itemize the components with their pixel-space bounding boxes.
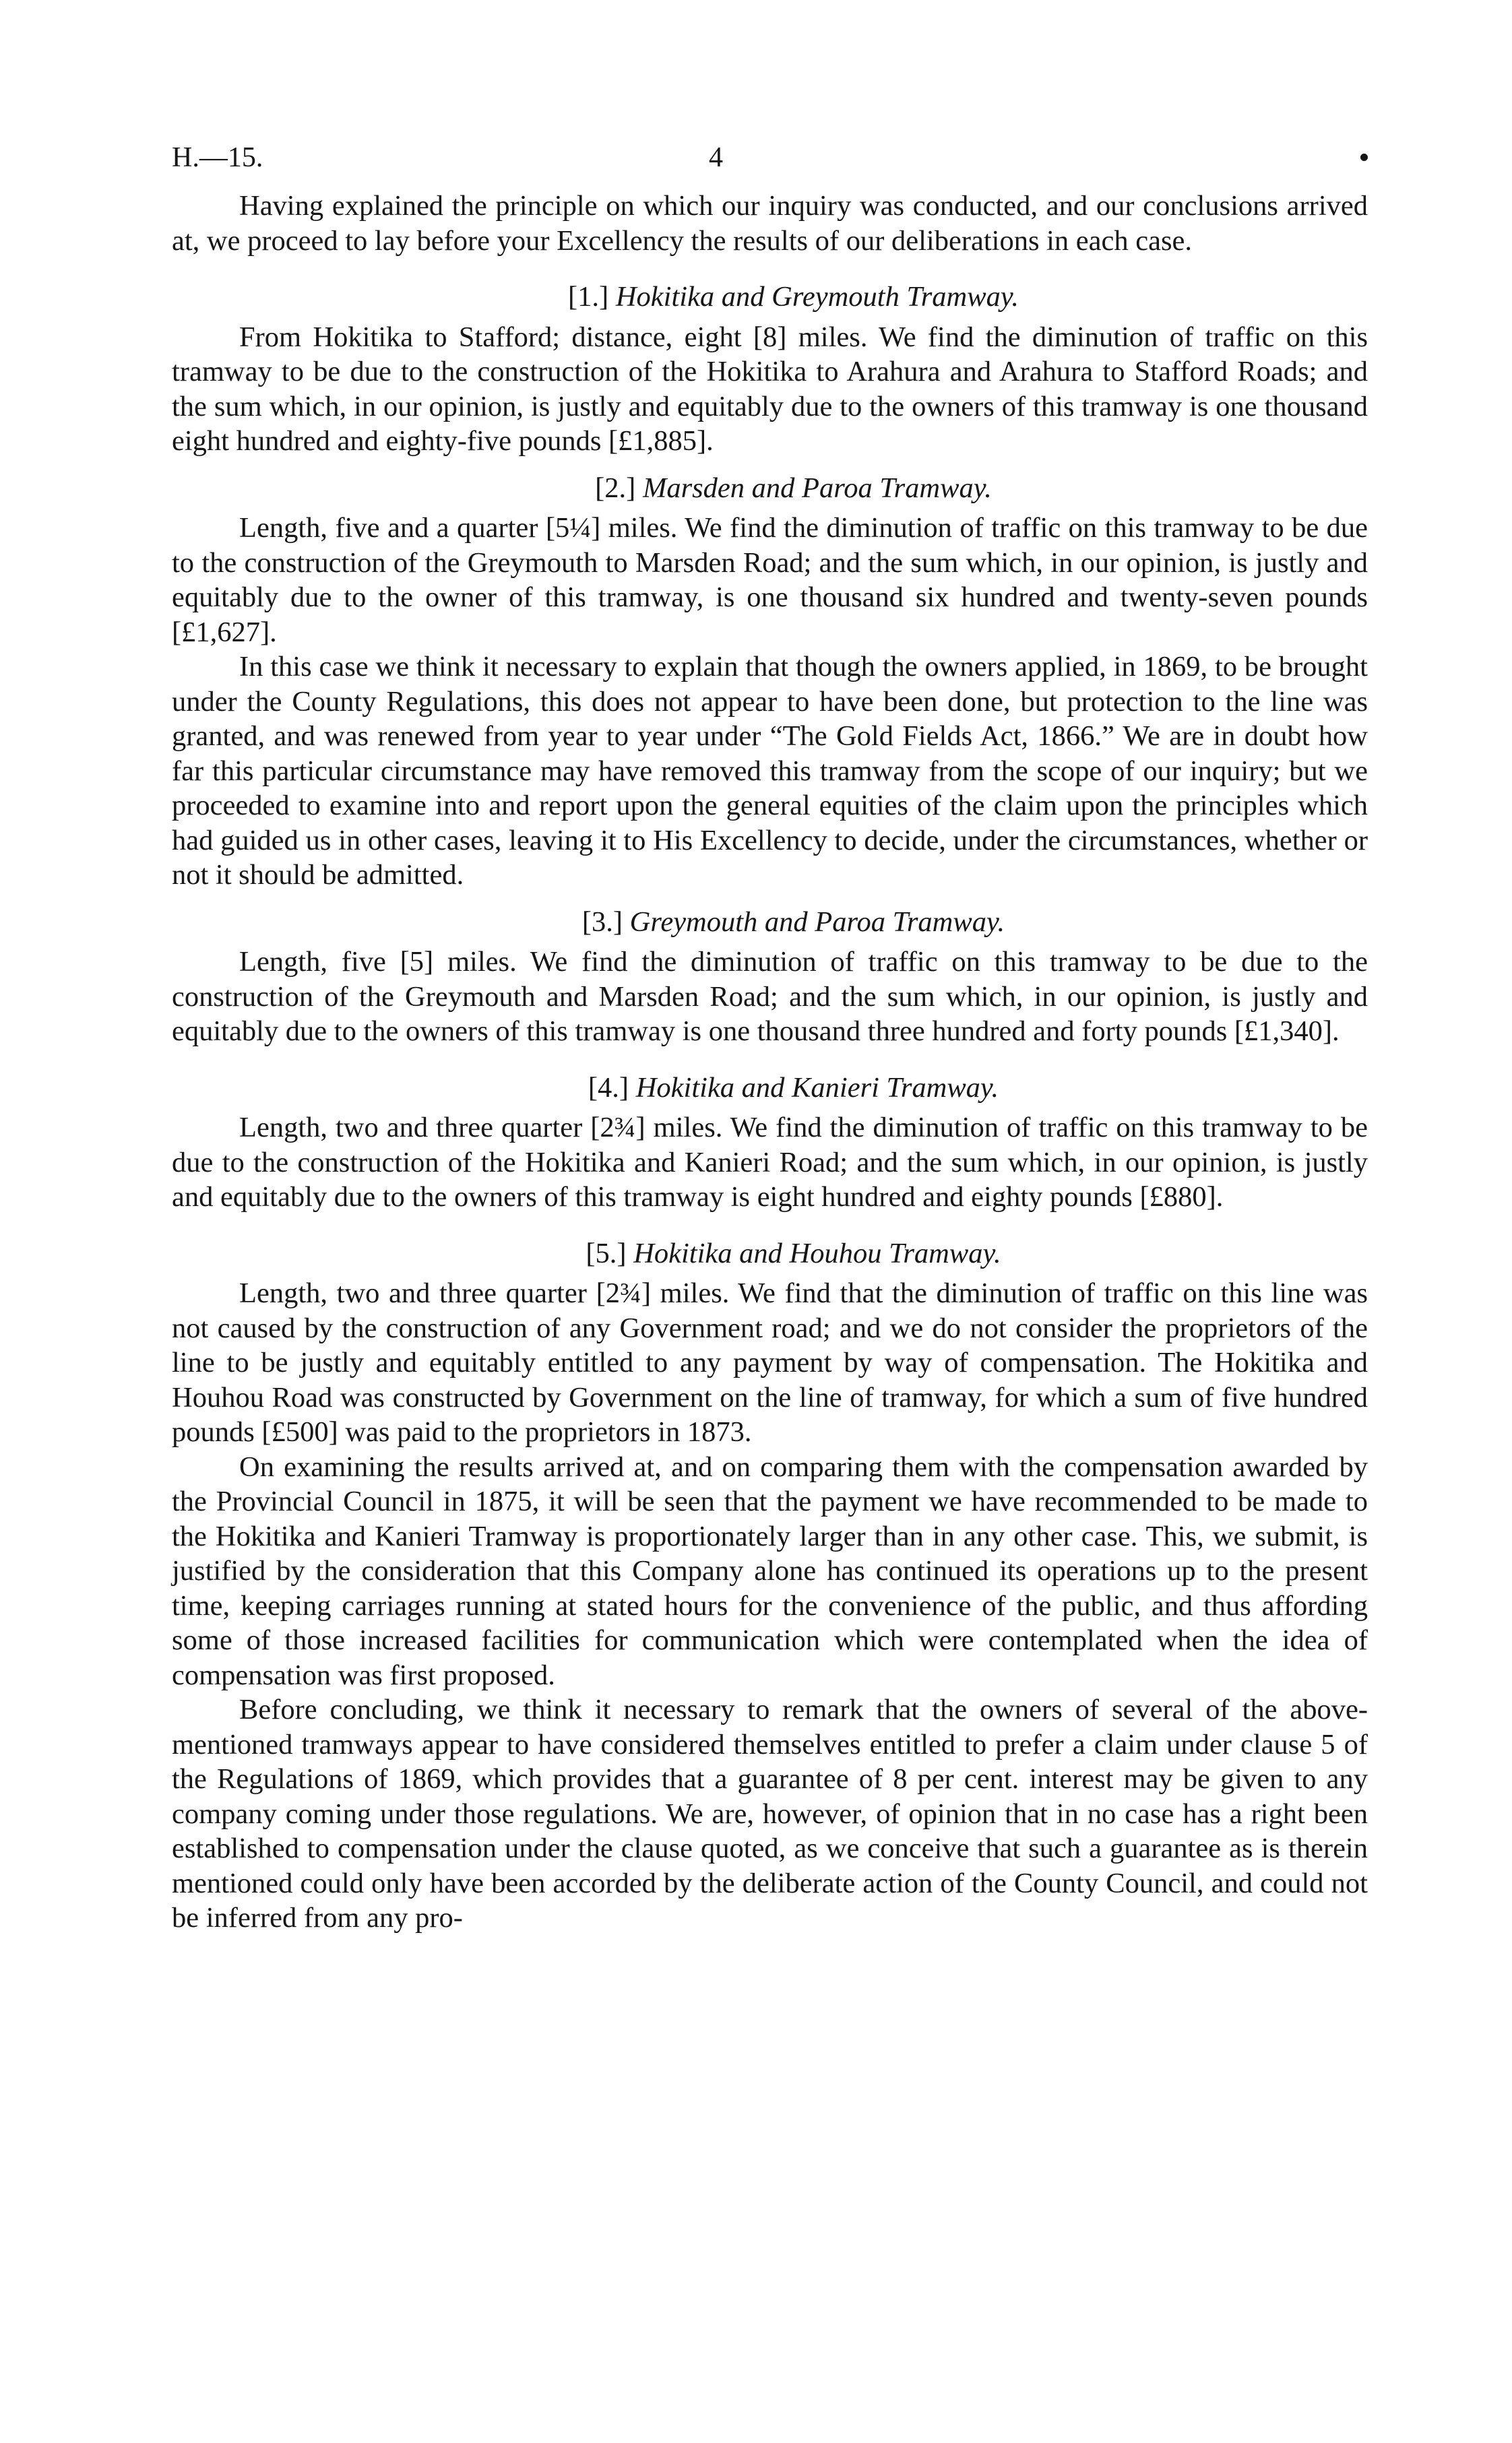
section-number: [2.] — [595, 472, 636, 504]
section-title: Hokitika and Houhou Tramway. — [633, 1237, 1001, 1269]
page-header — [172, 135, 1368, 189]
section-1-paragraph-1: From Hokitika to Stafford; distance, eight [8] miles. We find the diminution of traffic on this tramway to be due to the construction of the Hokitika to Arahura and Arahura to Stafford Roads; and the sum which, in our opinion, is justly and equitably due to the owners of this tramway is one thousand eight hundred and eighty-five pounds [£1,885]. — [172, 321, 1368, 457]
section-heading-4 — [172, 1071, 1368, 1106]
document-reference: H.—15. — [172, 142, 263, 173]
section-4-paragraph-1: Length, two and three quarter [2¾] miles. We find the diminution of traffic on this tramway to be due to the construction of the Hokitika and Kanieri Road; and the sum which, in our opinion, is justly and equitably due to the owners of this tramway is eight hundred and eighty pounds [£880]. — [172, 1112, 1368, 1213]
section-heading-3 — [172, 905, 1368, 940]
section-number: [4.] — [588, 1071, 629, 1104]
section-title: Marsden and Paroa Tramway. — [642, 472, 992, 504]
intro-paragraph: Having explained the principle on which our inquiry was conducted, and our conclusions arrived at, we proceed to lay before your Excellency the results of our deliberations in each case. — [172, 190, 1368, 257]
section-number: [3.] — [581, 906, 623, 938]
section-heading-5 — [172, 1236, 1368, 1271]
section-title: Hokitika and Kanieri Tramway. — [635, 1071, 999, 1104]
section-title: Hokitika and Greymouth Tramway. — [615, 281, 1019, 313]
section-5-paragraph-2: On examining the results arrived at, and on comparing them with the compensation awarded by the Provincial Council in 1875, it will be seen that the payment we have recommended to be made to the Hokitika and Kanieri Tramway is proportionately larger than in any other case. This, we submit, is justified by the consideration that this Company alone has continued its operations up to the present time, keeping carriages running at stated hours for the convenience of the public, and thus affording some of those increased facilities for communication which were contemplated when the idea of compensation was first proposed. — [172, 1451, 1368, 1691]
section-2-paragraph-2: In this case we think it necessary to explain that though the owners applied, in 1869, to be brought under the County Regulations, this does not appear to have been done, but protection to the line was granted, and was renewed from year to year under “The Gold Fields Act, 1866.” We are in doubt how far this particular circumstance may have removed this tramway from the scope of our inquiry; but we proceeded to examine into and report upon the general equities of the claim upon the principles which had guided us in other cases, leaving it to His Excellency to decide, under the circumstances, whether or not it should be admitted. — [172, 651, 1368, 891]
section-5-paragraph-3: Before concluding, we think it necessary to remark that the owners of several of the above-mentioned tramways appear to have considered themselves entitled to prefer a claim under clause 5 of the Regulations of 1869, which provides that a guarantee of 8 per cent. interest may be given to any company coming under those regulations. We are, however, of opinion that in no case has a right been established to compensation under the clause quoted, as we conceive that such a guarantee as is therein mentioned could only have been accorded by the deliberate action of the County Council, and could not be inferred from any pro- — [172, 1694, 1368, 1934]
section-heading-2 — [172, 471, 1368, 506]
section-number: [5.] — [586, 1237, 627, 1269]
section-heading-1 — [172, 280, 1368, 315]
page-number: 4 — [709, 142, 723, 173]
document-page — [172, 135, 1368, 1936]
section-2-paragraph-1: Length, five and a quarter [5¼] miles. We find the diminution of traffic on this tramway to be due to the construction of the Greymouth to Marsden Road; and the sum which, in our opinion, is justly and equitably due to the owner of this tramway, is one thousand six hundred and twenty-seven pounds [£1,627]. — [172, 512, 1368, 648]
ink-dot — [1360, 154, 1368, 161]
section-title: Greymouth and Paroa Tramway. — [629, 906, 1005, 938]
section-3-paragraph-1: Length, five [5] miles. We find the diminution of traffic on this tramway to be due to the construction of the Greymouth and Marsden Road; and the sum which, in our opinion, is justly and equitably due to the owners of this tramway is one thousand three hundred and forty pounds [£1,340]. — [172, 946, 1368, 1047]
section-number: [1.] — [568, 281, 609, 313]
section-5-paragraph-1: Length, two and three quarter [2¾] miles. We find that the diminution of traffic on this line was not caused by the construction of any Government road; and we do not consider the proprietors of the line to be justly and equitably entitled to any payment by way of compensation. The Hokitika and Houhou Road was constructed by Government on the line of tramway, for which a sum of five hundred pounds [£500] was paid to the proprietors in 1873. — [172, 1277, 1368, 1448]
